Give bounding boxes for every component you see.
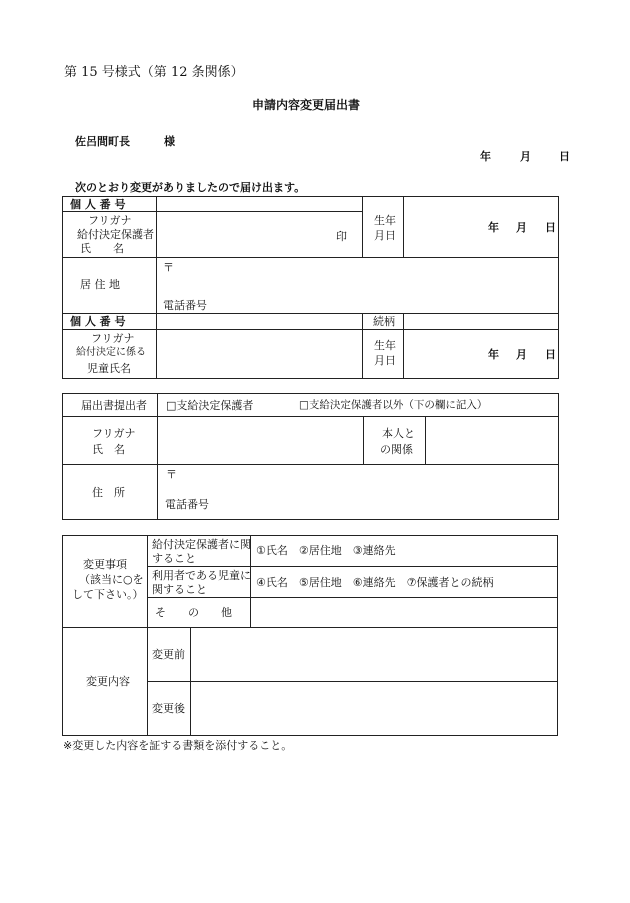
residence-phone-label: 電話番号 <box>163 299 207 312</box>
child-birth-day: 日 <box>545 348 556 361</box>
guardian-personal-number-field[interactable] <box>157 197 362 211</box>
other-field[interactable] <box>251 598 557 627</box>
guardian-name-label: 氏 名 <box>80 242 124 255</box>
child-birth-year: 年 <box>488 348 499 361</box>
submitter-relation-label-2: の関係 <box>380 443 413 456</box>
guardian-birth-month: 月 <box>516 221 527 234</box>
form-number: 第 15 号様式（第 12 条関係） <box>64 65 244 80</box>
submitter-relation-label-1: 本人と <box>382 427 415 440</box>
seal-mark: 印 <box>336 230 347 243</box>
addressee-honorific: 様 <box>164 135 175 148</box>
guardian-birth-label-2: 月日 <box>374 229 396 242</box>
date-month-label: 月 <box>520 150 531 163</box>
other-label: そ の 他 <box>155 606 232 619</box>
submitter-furigana-label: フリガナ <box>92 427 136 440</box>
guardian-change-options[interactable]: ①氏名 ②居住地 ③連絡先 <box>256 544 396 557</box>
guardian-birth-label-1: 生年 <box>374 214 396 227</box>
before-change-label: 変更前 <box>152 648 185 661</box>
relation-field[interactable] <box>404 314 558 329</box>
child-name-label: 児童氏名 <box>87 362 131 375</box>
submitter-relation-field[interactable] <box>426 417 558 464</box>
change-items-label-3: して下さい。） <box>72 588 144 601</box>
footnote: ※変更した内容を証する書類を添付すること。 <box>63 739 293 752</box>
submitter-postal-mark: 〒 <box>166 468 177 481</box>
relation-label: 続柄 <box>373 315 395 328</box>
submitter-label: 届出書提出者 <box>81 399 147 412</box>
guardian-birthdate-field[interactable] <box>404 197 558 257</box>
residence-field[interactable] <box>157 258 558 313</box>
after-change-label: 変更後 <box>152 702 185 715</box>
child-personal-number-field[interactable] <box>157 314 362 329</box>
personal-number-label: 個 人 番 号 <box>70 198 126 211</box>
child-label: 給付決定に係る <box>76 347 146 358</box>
submitter-address-field[interactable] <box>158 465 558 519</box>
change-items-label-2: （該当に○を <box>79 573 144 586</box>
guardian-birth-year: 年 <box>488 221 499 234</box>
child-birth-label-1: 生年 <box>374 339 396 352</box>
child-birthdate-field[interactable] <box>404 330 558 378</box>
change-items-label-1: 変更事項 <box>83 558 127 571</box>
before-change-field[interactable] <box>191 628 557 681</box>
child-name-field[interactable] <box>157 330 362 378</box>
option-other-checkbox[interactable]: □支給決定保護者以外（下の欄に記入） <box>299 399 488 411</box>
child-birth-month: 月 <box>516 348 527 361</box>
date-day-label: 日 <box>559 150 570 163</box>
guardian-name-field[interactable] <box>157 212 362 257</box>
addressee: 佐呂間町長 <box>75 135 130 148</box>
date-year-label: 年 <box>480 150 491 163</box>
child-change-label-1: 利用者である児童に <box>152 569 251 582</box>
document-title: 申請内容変更届出書 <box>252 98 361 112</box>
guardian-birth-day: 日 <box>545 221 556 234</box>
child-furigana-label: フリガナ <box>91 332 135 345</box>
guardian-change-label-2: すること <box>152 552 196 565</box>
guardian-label: 給付決定保護者 <box>77 228 154 241</box>
after-change-field[interactable] <box>191 682 557 735</box>
submitter-name-label: 氏 名 <box>92 443 125 456</box>
intro-text: 次のとおり変更がありましたので届け出ます。 <box>75 181 306 194</box>
guardian-furigana-label: フリガナ <box>88 214 132 227</box>
child-birth-label-2: 月日 <box>374 354 396 367</box>
residence-label: 居 住 地 <box>80 278 120 291</box>
change-content-label: 変更内容 <box>86 675 130 688</box>
guardian-change-label-1: 給付決定保護者に関 <box>152 538 251 551</box>
submitter-name-field[interactable] <box>158 417 363 464</box>
submitter-address-label: 住 所 <box>92 486 125 499</box>
submitter-phone-label: 電話番号 <box>165 498 209 511</box>
child-change-label-2: 関すること <box>152 583 207 596</box>
residence-postal-mark: 〒 <box>163 261 174 274</box>
child-change-options[interactable]: ④氏名 ⑤居住地 ⑥連絡先 ⑦保護者との続柄 <box>256 576 494 589</box>
option-guardian-checkbox[interactable]: □支給決定保護者 <box>166 399 254 412</box>
child-personal-number-label: 個 人 番 号 <box>70 315 126 328</box>
